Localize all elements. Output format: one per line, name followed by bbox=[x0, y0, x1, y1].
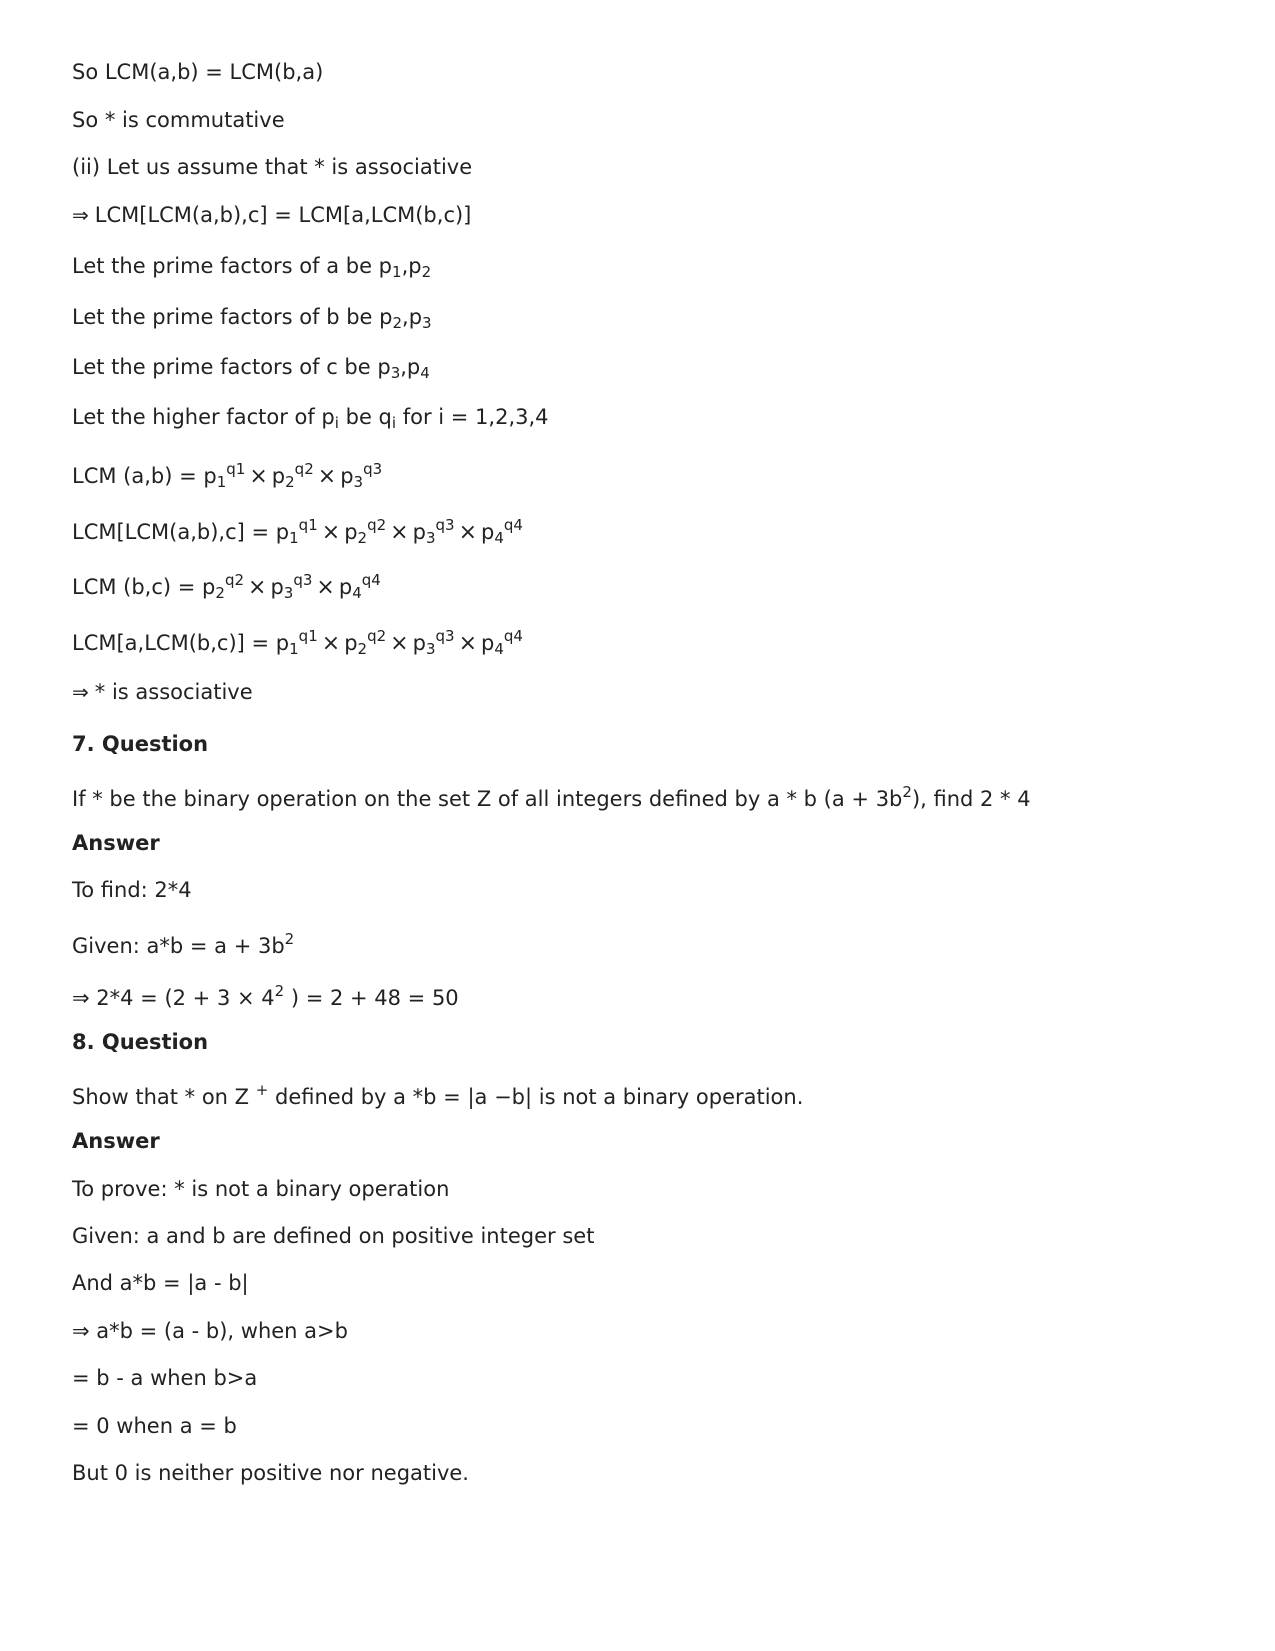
text-line bbox=[72, 1321, 348, 1342]
text: ), find 2 * 4 bbox=[911, 787, 1031, 811]
superscript: q1 bbox=[298, 516, 318, 534]
text-line bbox=[72, 110, 285, 131]
superscript: 2 bbox=[284, 930, 295, 948]
subscript: 1 bbox=[289, 640, 299, 658]
text: To prove: * is not a binary operation bbox=[72, 1177, 450, 1201]
subscript: 2 bbox=[285, 473, 295, 491]
subscript: 2 bbox=[357, 640, 368, 658]
heading-text: 8. Question bbox=[72, 1030, 209, 1054]
text: p bbox=[271, 464, 286, 488]
text: LCM[a,LCM(b,c)] = bbox=[72, 631, 276, 655]
superscript: q3 bbox=[293, 571, 313, 589]
superscript: q3 bbox=[435, 516, 455, 534]
text: ,p bbox=[401, 254, 422, 278]
text: * is associative bbox=[94, 680, 253, 704]
text-line bbox=[72, 1416, 237, 1437]
equation-line bbox=[72, 462, 382, 490]
text-line bbox=[72, 1368, 257, 1389]
question-text bbox=[72, 785, 1031, 810]
text: p bbox=[412, 631, 426, 655]
subscript: 2 bbox=[421, 263, 432, 281]
multiply-icon: × bbox=[317, 464, 337, 489]
text: And a*b = |a - b| bbox=[72, 1271, 249, 1295]
text: p bbox=[275, 631, 290, 655]
text: (ii) Let us assume that * is associative bbox=[72, 155, 473, 179]
question-heading bbox=[72, 1032, 208, 1053]
subscript: 2 bbox=[215, 584, 225, 602]
text: Given: a and b are defined on positive integer set bbox=[72, 1224, 595, 1248]
superscript: q3 bbox=[363, 460, 383, 478]
text: So LCM(a,b) = LCM(b,a) bbox=[72, 60, 324, 84]
text: Let the prime factors of a be p bbox=[72, 254, 393, 278]
subscript: 4 bbox=[494, 529, 504, 547]
heading-text: Answer bbox=[72, 1129, 160, 1153]
text-line bbox=[72, 407, 549, 431]
multiply-icon: × bbox=[458, 631, 477, 656]
superscript: q4 bbox=[503, 627, 523, 645]
subscript: 3 bbox=[425, 529, 436, 547]
multiply-icon: × bbox=[390, 520, 409, 545]
text: Given: a*b = a + 3b bbox=[72, 934, 285, 958]
subscript: 1 bbox=[216, 473, 227, 491]
superscript: q4 bbox=[503, 516, 523, 534]
subscript: 3 bbox=[425, 640, 436, 658]
text: p bbox=[344, 520, 358, 544]
text: p bbox=[203, 464, 217, 488]
subscript: 3 bbox=[353, 473, 364, 491]
question-text bbox=[72, 1083, 803, 1108]
text-line bbox=[72, 1463, 469, 1484]
multiply-icon: × bbox=[390, 631, 409, 656]
text: p bbox=[338, 575, 353, 599]
text: p bbox=[481, 631, 495, 655]
subscript: 1 bbox=[392, 263, 402, 281]
implies-arrow-icon: ⇒ bbox=[72, 203, 89, 227]
equation-line bbox=[72, 573, 381, 601]
text: ) = 2 + 48 = 50 bbox=[284, 986, 459, 1010]
text: p bbox=[481, 520, 495, 544]
multiply-icon: × bbox=[316, 575, 335, 600]
text: LCM (b,c) = bbox=[72, 575, 203, 599]
subscript: 1 bbox=[289, 529, 299, 547]
text: Let the prime factors of b be p bbox=[72, 305, 393, 329]
text-line bbox=[72, 1179, 449, 1200]
text: Let the higher factor of p bbox=[72, 405, 335, 429]
text: p bbox=[270, 575, 284, 599]
text: To find: 2*4 bbox=[72, 878, 192, 902]
subscript: i bbox=[334, 414, 339, 432]
text: p bbox=[275, 520, 290, 544]
subscript: 2 bbox=[392, 314, 403, 332]
text: = 0 when a = b bbox=[72, 1414, 237, 1438]
text: = b - a when b>a bbox=[72, 1366, 258, 1390]
superscript: q2 bbox=[224, 571, 245, 589]
superscript: q3 bbox=[435, 627, 455, 645]
text: LCM (a,b) = bbox=[72, 464, 204, 488]
heading-text: Answer bbox=[72, 831, 160, 855]
text: be q bbox=[338, 405, 392, 429]
text-line bbox=[72, 205, 471, 226]
text-line bbox=[72, 62, 323, 83]
superscript: q1 bbox=[298, 627, 318, 645]
text: Show that * on Z bbox=[72, 1085, 256, 1109]
text: ,p bbox=[402, 305, 423, 329]
multiply-icon: × bbox=[321, 631, 341, 656]
text: LCM[LCM(a,b),c] = LCM[a,LCM(b,c)] bbox=[94, 203, 472, 227]
text: defined by a *b = |a −b| is not a binary operation. bbox=[268, 1085, 804, 1109]
multiply-icon: × bbox=[458, 520, 477, 545]
superscript: 2 bbox=[274, 982, 285, 1000]
subscript: i bbox=[391, 414, 397, 432]
text-line bbox=[72, 682, 253, 703]
text: p bbox=[340, 464, 354, 488]
multiply-icon: × bbox=[248, 575, 267, 600]
subscript: 4 bbox=[420, 364, 430, 382]
text: ⇒ a*b = (a - b), when a>b bbox=[72, 1319, 348, 1343]
equation-line bbox=[72, 518, 523, 546]
superscript: q2 bbox=[367, 627, 387, 645]
superscript: q4 bbox=[361, 571, 381, 589]
text-line bbox=[72, 357, 430, 381]
text-line bbox=[72, 880, 192, 901]
subscript: 3 bbox=[390, 364, 401, 382]
text-line bbox=[72, 157, 472, 178]
answer-heading bbox=[72, 1131, 160, 1152]
text-line bbox=[72, 307, 432, 331]
text: Let the prime factors of c be p bbox=[72, 355, 391, 379]
heading-text: 7. Question bbox=[72, 732, 209, 756]
superscript: 2 bbox=[902, 783, 912, 801]
multiply-icon: × bbox=[321, 520, 341, 545]
subscript: 2 bbox=[357, 529, 368, 547]
text: p bbox=[412, 520, 426, 544]
text: But 0 is neither positive nor negative. bbox=[72, 1461, 469, 1485]
superscript: + bbox=[255, 1081, 269, 1099]
implies-arrow-icon: ⇒ bbox=[72, 680, 89, 704]
text: p bbox=[202, 575, 216, 599]
text-line bbox=[72, 1273, 249, 1294]
text: So * is commutative bbox=[72, 108, 285, 132]
text-line bbox=[72, 984, 459, 1009]
multiply-icon: × bbox=[249, 464, 268, 489]
subscript: 4 bbox=[352, 584, 362, 602]
text-line bbox=[72, 1226, 594, 1247]
text-line bbox=[72, 256, 431, 280]
superscript: q2 bbox=[367, 516, 387, 534]
question-heading bbox=[72, 734, 208, 755]
text: for i = 1,2,3,4 bbox=[396, 405, 549, 429]
subscript: 4 bbox=[494, 640, 504, 658]
text: ⇒ 2*4 = (2 + 3 × 4 bbox=[72, 986, 275, 1010]
answer-heading bbox=[72, 833, 160, 854]
superscript: q1 bbox=[226, 460, 246, 478]
superscript: q2 bbox=[294, 460, 314, 478]
text-line bbox=[72, 932, 294, 957]
subscript: 3 bbox=[422, 314, 432, 332]
subscript: 3 bbox=[283, 584, 294, 602]
text: LCM[LCM(a,b),c] = bbox=[72, 520, 276, 544]
equation-line bbox=[72, 629, 523, 657]
text: ,p bbox=[400, 355, 421, 379]
text: p bbox=[344, 631, 358, 655]
text: If * be the binary operation on the set Z of all integers defined by a * b (a + 3b bbox=[72, 787, 903, 811]
